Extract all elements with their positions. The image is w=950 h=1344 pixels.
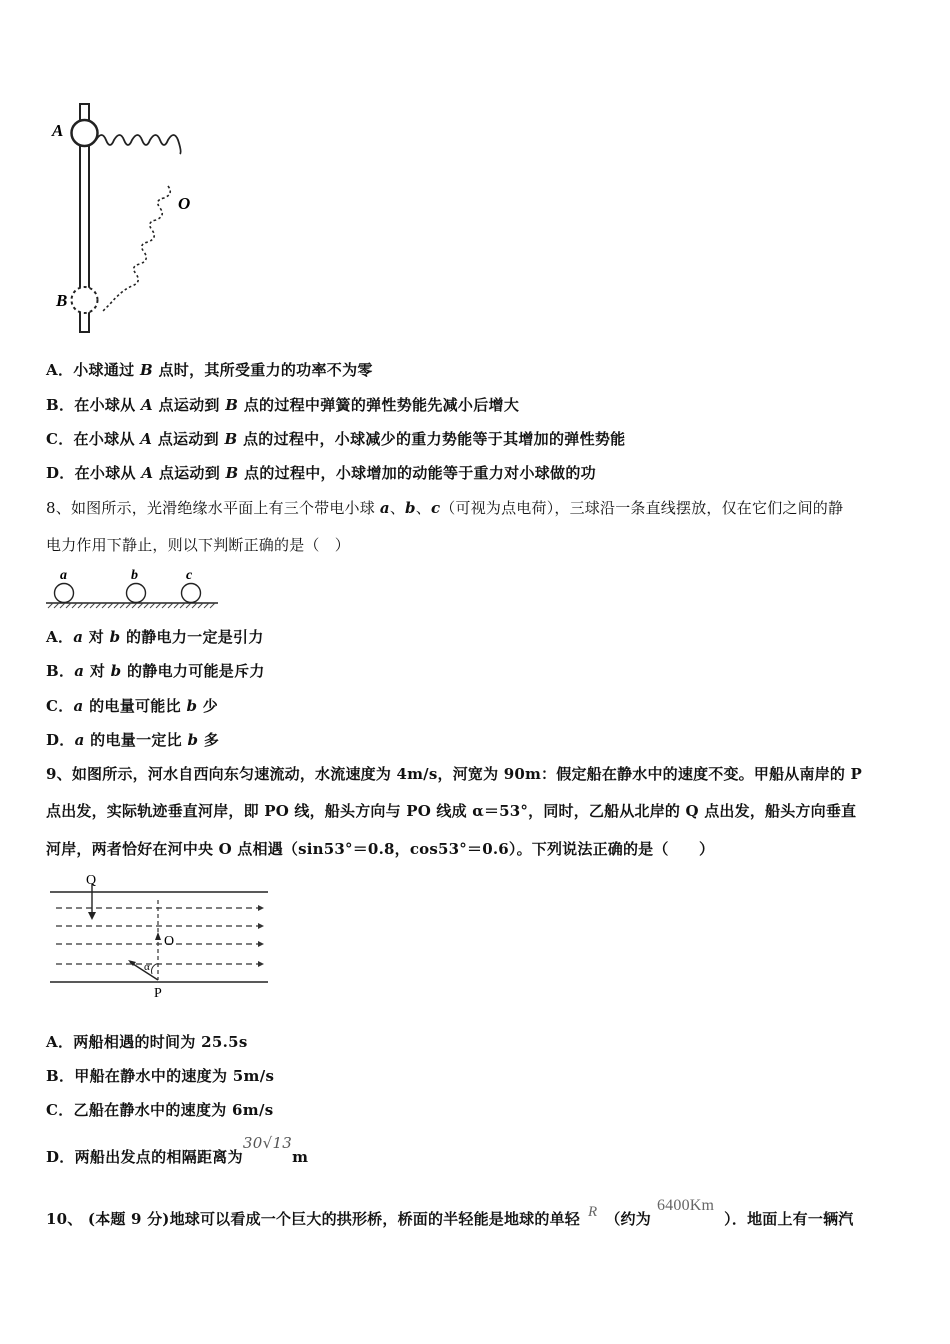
q8-option-d xyxy=(46,730,219,750)
q8-option-c xyxy=(46,696,218,716)
q8-c-var1: a xyxy=(73,697,84,715)
q7-a-var: B xyxy=(139,361,153,379)
q8-b-post: 的静电力可能是斥力 xyxy=(121,662,265,680)
q8-d-mid: 的电量一定比 xyxy=(84,731,188,749)
q8-option-a xyxy=(46,627,264,647)
q8-ball-a: a xyxy=(379,499,390,517)
ball-c-circle xyxy=(182,584,201,603)
q7-d-var1: A xyxy=(141,464,154,482)
q9-d-pre: D．两船出发点的相隔距离为 xyxy=(46,1148,243,1166)
q8-a-post: 的静电力一定是引力 xyxy=(120,628,264,646)
fig8-label-b: b xyxy=(131,568,138,583)
label-o: O xyxy=(164,934,175,949)
q8-b-var2: b xyxy=(110,662,122,680)
q8-c-var2: b xyxy=(186,697,198,715)
q8-ball-c: c xyxy=(430,499,441,517)
fig8-label-c: c xyxy=(186,568,193,583)
q7-option-d xyxy=(46,463,596,483)
q7-b-post: 点的过程中弹簧的弹性势能先减小后增大 xyxy=(238,396,520,414)
q8-ball-b: b xyxy=(405,499,416,517)
q7-d-mid: 点运动到 xyxy=(153,464,226,482)
q9-stem-line1: 9、如图所示，河水自西向东匀速流动，水流速度为 4m/s，河宽为 90m：假定船在静水中的速度不变。甲船从南岸的 P xyxy=(46,765,862,783)
q7-b-pre: B．在小球从 xyxy=(46,396,142,414)
q8-a-var2: b xyxy=(109,628,121,646)
q8-c-mid: 的电量可能比 xyxy=(83,697,187,715)
q8-d-post: 多 xyxy=(198,731,220,749)
three-balls-figure xyxy=(44,565,224,613)
q8-c-post: 少 xyxy=(197,697,219,715)
q9-option-d xyxy=(46,1134,309,1167)
q7-a-pre: A．小球通过 xyxy=(46,361,140,379)
q7-b-var2: B xyxy=(225,396,239,414)
q10-value: 6400Km xyxy=(656,1197,715,1214)
q9-option-a: A．两船相遇的时间为 25.5s xyxy=(46,1033,248,1051)
q8-a-pre: A． xyxy=(46,628,74,646)
q8-a-var1: a xyxy=(73,628,84,646)
river-figure xyxy=(46,870,276,1000)
q8-b-mid: 对 xyxy=(84,662,111,680)
q10-stem-line1 xyxy=(46,1197,854,1230)
q8-stem-post: （可视为点电荷），三球沿一条直线摆放，仅在它们之间的静 xyxy=(440,499,844,517)
q8-stem-pre: 8、如图所示，光滑绝缘水平面上有三个带电小球 xyxy=(46,499,380,517)
q7-d-pre: D．在小球从 xyxy=(46,464,142,482)
q8-b-pre: B． xyxy=(46,662,75,680)
label-o: O xyxy=(178,194,191,213)
q8-stem-line2: 电力作用下静止，则以下判断正确的是（ ） xyxy=(46,536,351,554)
river-diagram xyxy=(46,870,276,1000)
spring-ball-diagram xyxy=(44,100,204,340)
q8-option-b xyxy=(46,661,265,681)
q9-option-b: B．甲船在静水中的速度为 5m/s xyxy=(46,1067,275,1085)
q8-d-var1: a xyxy=(74,731,85,749)
ball-a-circle xyxy=(55,584,74,603)
q8-d-var2: b xyxy=(187,731,199,749)
ball-b-circle xyxy=(127,584,146,603)
three-balls-diagram xyxy=(44,565,224,613)
label-b: B xyxy=(56,291,68,310)
q8-d-pre: D． xyxy=(46,731,75,749)
q8-stem-line1 xyxy=(46,498,843,518)
q10-mid: （约为 xyxy=(605,1210,651,1228)
q8-c-pre: C． xyxy=(46,697,74,715)
q7-option-a xyxy=(46,360,373,380)
q9-stem-line3: 河岸，两者恰好在河中央 O 点相遇（sin53°＝0.8，cos53°＝0.6）。下列说法正确的是（ ） xyxy=(46,840,715,858)
label-a: A xyxy=(52,121,64,140)
q7-b-mid: 点运动到 xyxy=(152,396,226,414)
label-p: P xyxy=(154,986,162,1000)
label-alpha: α xyxy=(144,961,150,973)
q9-d-unit: m xyxy=(292,1148,309,1166)
ball-a-shape xyxy=(72,120,98,146)
q8-b-var1: a xyxy=(74,662,85,680)
q7-d-var2: B xyxy=(225,464,239,482)
q7-c-var1: A xyxy=(140,430,153,448)
q7-option-b xyxy=(46,395,519,415)
label-q: Q xyxy=(86,873,97,888)
q7-d-post: 点的过程中，小球增加的动能等于重力对小球做的功 xyxy=(238,464,596,482)
q8-sep-2: 、 xyxy=(415,499,431,517)
ball-b-shape xyxy=(72,287,98,313)
q10-r-symbol: R xyxy=(587,1204,598,1220)
fig8-label-a: a xyxy=(60,568,67,583)
q7-option-c xyxy=(46,429,625,449)
q7-b-var1: A xyxy=(141,396,153,414)
spring-ball-figure xyxy=(44,100,204,340)
q7-c-var2: B xyxy=(224,430,238,448)
q7-a-post: 点时，其所受重力的功率不为零 xyxy=(152,361,373,379)
q9-d-expression: 30√13 xyxy=(242,1134,293,1152)
q9-stem-line2: 点出发，实际轨迹垂直河岸，即 PO 线，船头方向与 PO 线成 α＝53°，同时，乙船从北岸的 Q 点出发，船头方向垂直 xyxy=(46,802,857,820)
q8-a-mid: 对 xyxy=(83,628,110,646)
q9-option-c: C．乙船在静水中的速度为 6m/s xyxy=(46,1101,274,1119)
q7-c-pre: C．在小球从 xyxy=(46,430,141,448)
q8-sep-1: 、 xyxy=(389,499,406,517)
q10-pre: 10、 (本题 9 分)地球可以看成一个巨大的拱形桥，桥面的半轻能是地球的单轻 xyxy=(46,1210,580,1228)
q7-c-post: 点的过程中，小球减少的重力势能等于其增加的弹性势能 xyxy=(237,430,626,448)
q7-c-mid: 点运动到 xyxy=(152,430,225,448)
q10-post: ）．地面上有一辆汽 xyxy=(724,1210,854,1228)
